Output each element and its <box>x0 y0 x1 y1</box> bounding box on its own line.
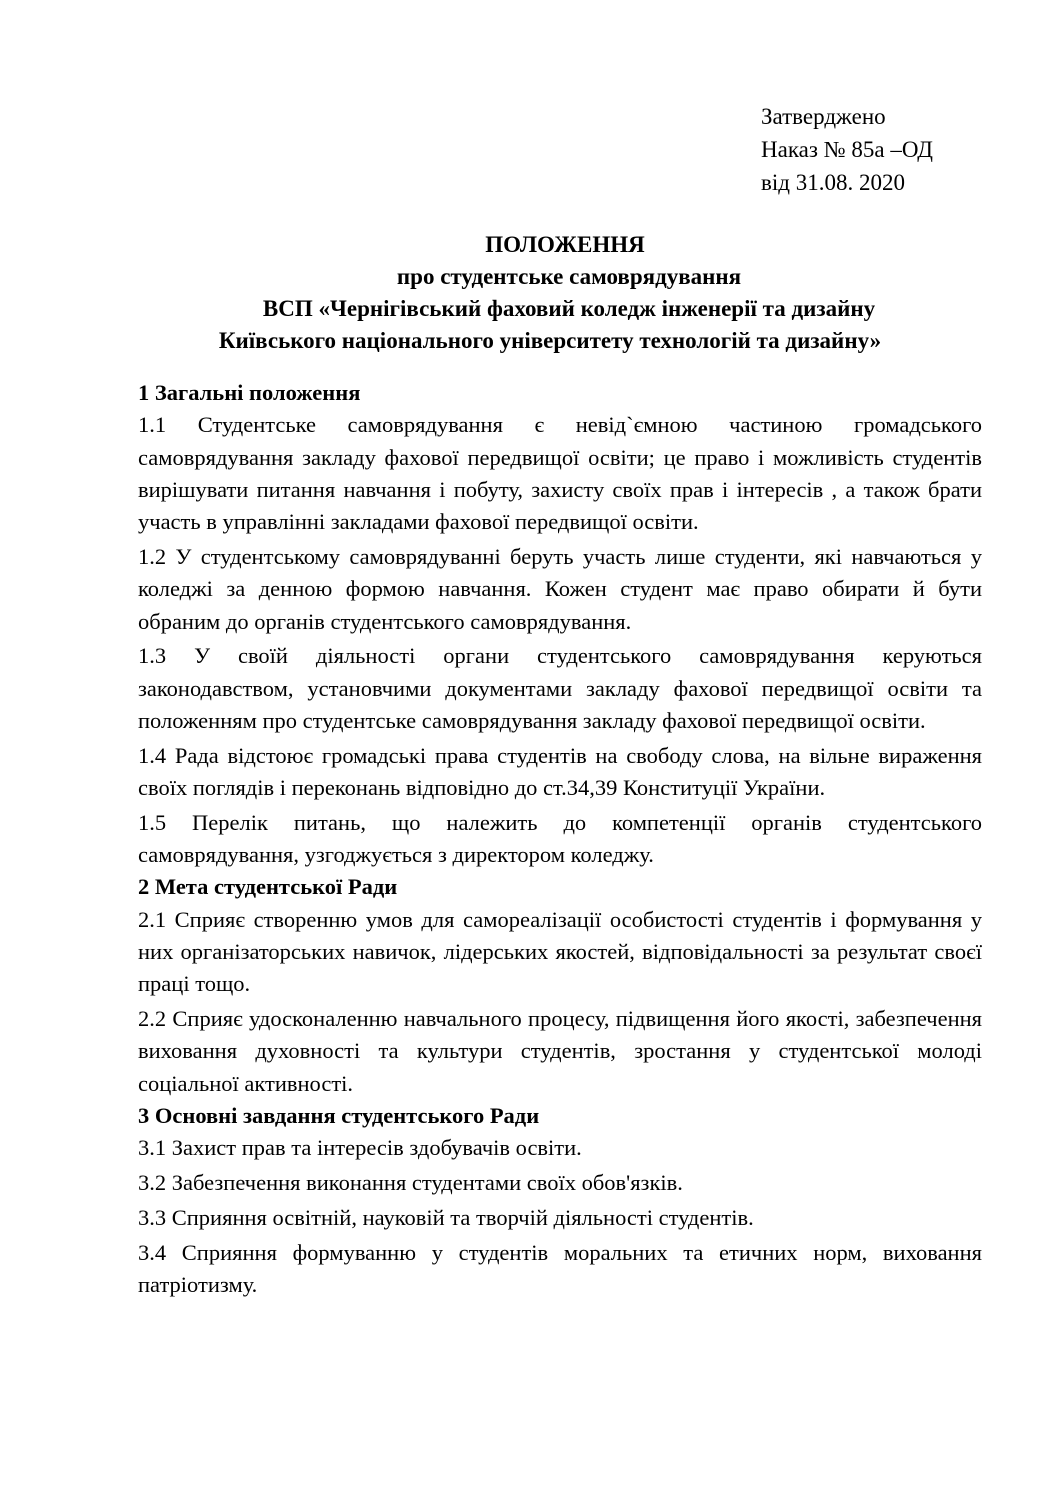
document-title <box>100 229 980 357</box>
title-university: Київського національного університету технологій та дизайну» <box>218 328 882 353</box>
section-heading: 3 Основні завдання студентського Ради <box>138 1103 540 1129</box>
order-number: Наказ № 85а –ОД <box>761 137 933 162</box>
title-subject: про студентське самоврядування <box>396 264 742 289</box>
title-institution: ВСП «Чернігівський фаховий коледж інженерії та дизайну <box>262 296 876 321</box>
paragraph: 3.4 Сприяння формуванню у студентів моральних та етичних норм, виховання патріотизму. <box>138 1239 982 1298</box>
order-date: від 31.08. 2020 <box>761 170 905 195</box>
paragraph: 3.3 Сприяння освітній, науковій та творчій діяльності студентів. <box>138 1204 754 1230</box>
paragraph: 1.5 Перелік питань, що належить до компетенції органів студентського самоврядування, узгоджується з директором коледжу. <box>138 809 982 868</box>
paragraph: 1.1 Студентське самоврядування є невід`ємною частиною громадського самоврядування закладу фахової передвищої освіти; це право і можливість студентів вирішувати питання навчання і побуту, захисту своїх прав і інтересів , а також брати участь в управлінні закладами фахової передвищої освіти. <box>138 412 982 535</box>
approval-stamp <box>761 100 933 199</box>
paragraph: 3.2 Забезпечення виконання студентами своїх обов'язків. <box>138 1170 683 1196</box>
title-main: ПОЛОЖЕННЯ <box>485 232 645 257</box>
approval-label: Затверджено <box>761 104 886 129</box>
paragraph: 2.2 Сприяє удосконаленню навчального процесу, підвищення його якості, забезпечення виховання духовності та культури студентів, зростання у студентської молоді соціальної активності. <box>138 1006 982 1096</box>
paragraph: 3.1 Захист прав та інтересів здобувачів освіти. <box>138 1135 582 1161</box>
paragraph: 1.2 У студентському самоврядуванні беруть участь лише студенти, які навчаються у коледжі за денною формою навчання. Кожен студент має право обирати й бути обраним до органів студентського самоврядування. <box>138 543 982 634</box>
document-body <box>138 377 982 1301</box>
paragraph: 1.4 Рада відстоює громадські права студентів на свободу слова, на вільне вираження своїх поглядів і переконань відповідно до ст.34,39 Конституції України. <box>138 742 982 801</box>
section-heading: 1 Загальні положення <box>138 380 361 405</box>
paragraph: 1.3 У своїй діяльності органи студентського самоврядування керуються законодавством, установчими документами закладу фахової передвищої освіти та положенням про студентське самоврядування закладу фахової передвищої освіти. <box>138 643 982 733</box>
section-heading: 2 Мета студентської Ради <box>138 874 398 900</box>
paragraph: 2.1 Сприяє створенню умов для самореалізації особистості студентів і формування у них організаторських навичок, лідерських якостей, відповідальності за результат своєї праці тощо. <box>138 906 982 997</box>
